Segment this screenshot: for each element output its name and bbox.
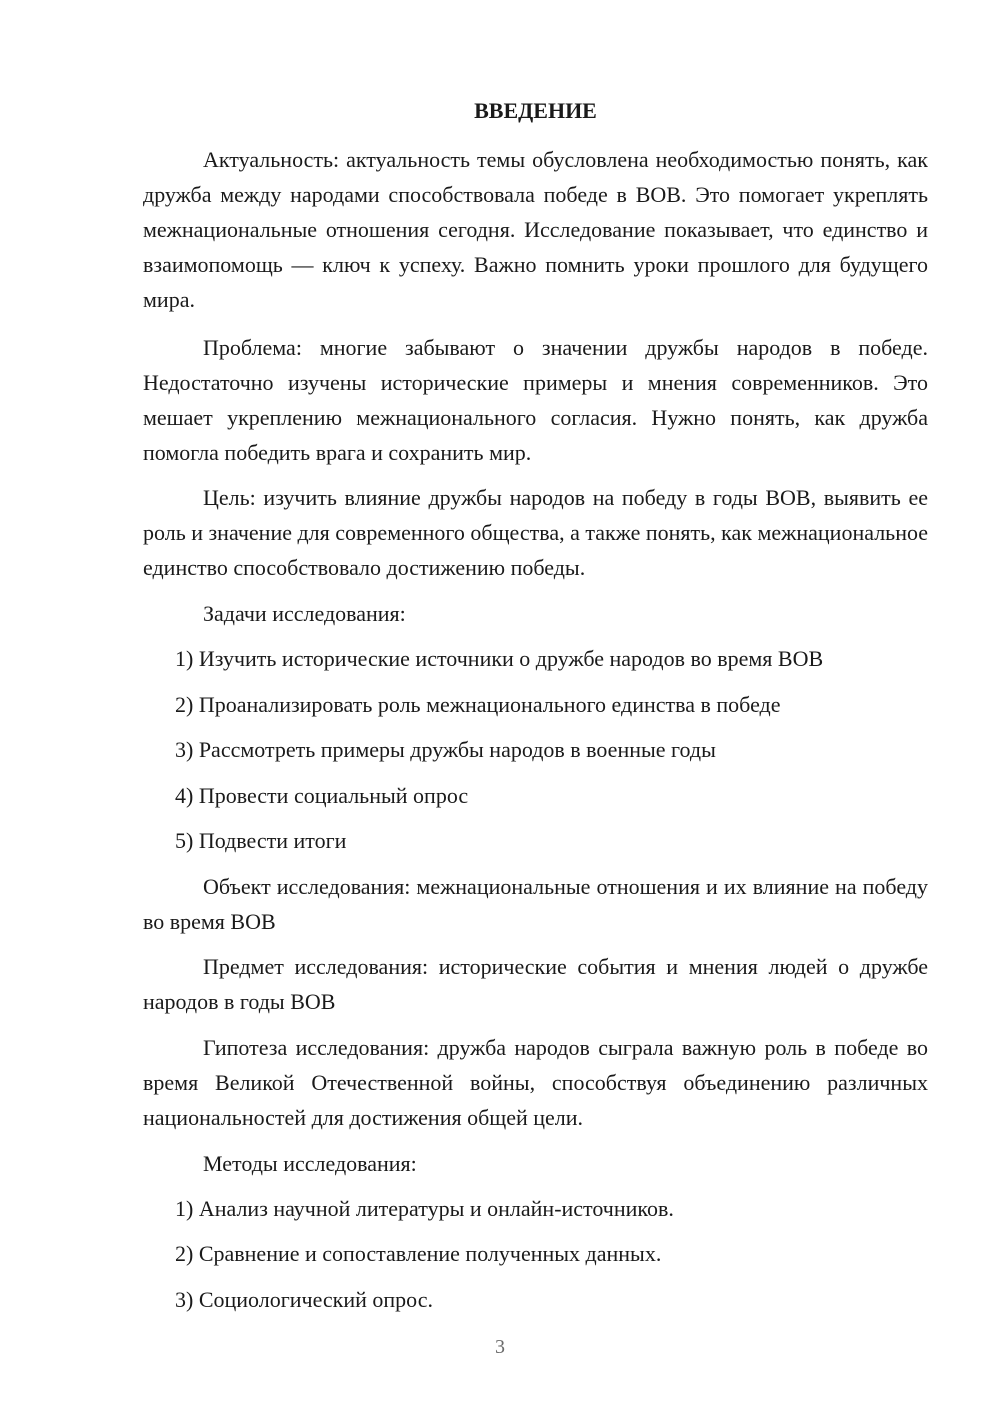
methods-heading: Методы исследования: xyxy=(203,1151,417,1176)
hypothesis-paragraph: Гипотеза исследования: дружба народов сыграла важную роль в победе во время Великой Отечественной войны, способствуя объединению различных национальностей для достижения общей цели. xyxy=(143,1035,928,1130)
relevance-paragraph: Актуальность: актуальность темы обусловлена необходимостью понять, как дружба между народами способствовала победе в ВОВ. Это помогает укреплять межнациональные отношения сегодня. Исследование показывает, что единство и взаимопомощь — ключ к успеху. Важно помнить уроки прошлого для будущего мира. xyxy=(143,147,928,312)
task-item: 3) Рассмотреть примеры дружбы народов в военные годы xyxy=(175,737,716,762)
task-item: 5) Подвести итоги xyxy=(175,828,347,853)
goal-paragraph: Цель: изучить влияние дружбы народов на победу в годы ВОВ, выявить ее роль и значение для современного общества, а также понять, как межнациональное единство способствовало достижению победы. xyxy=(143,485,929,580)
page-number: 3 xyxy=(495,1336,505,1358)
method-item: 2) Сравнение и сопоставление полученных данных. xyxy=(175,1241,662,1266)
tasks-heading: Задачи исследования: xyxy=(203,601,406,626)
method-item: 3) Социологический опрос. xyxy=(175,1287,433,1312)
method-item: 1) Анализ научной литературы и онлайн-источников. xyxy=(175,1196,674,1221)
section-title: ВВЕДЕНИЕ xyxy=(474,98,597,123)
object-paragraph: Объект исследования: межнациональные отношения и их влияние на победу во время ВОВ xyxy=(143,874,928,934)
problem-paragraph: Проблема: многие забывают о значении дружбы народов в победе. Недостаточно изучены исторические примеры и мнения современников. Это мешает укреплению межнационального согласия. Нужно понять, как дружба помогла победить врага и сохранить мир. xyxy=(143,335,928,465)
task-item: 2) Проанализировать роль межнационального единства в победе xyxy=(175,692,781,717)
task-item: 1) Изучить исторические источники о дружбе народов во время ВОВ xyxy=(175,646,824,671)
subject-paragraph: Предмет исследования: исторические события и мнения людей о дружбе народов в годы ВОВ xyxy=(143,954,928,1014)
task-item: 4) Провести социальный опрос xyxy=(175,783,469,808)
